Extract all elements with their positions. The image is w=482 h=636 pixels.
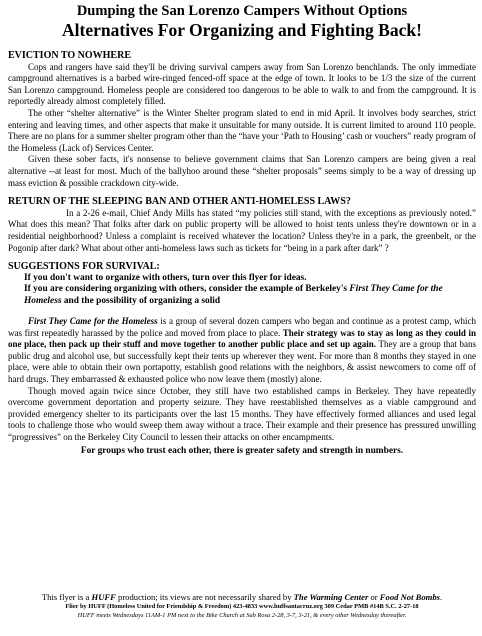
berkeley-paragraph-1-text-b: They are a group that bans public drug and alcohol use, but successfully kept their tents up wherever they went. For more than 8 months they stayed in one place, were able to obtain their own portapotty, establish good relations with the neighbors, & assist newcomers to come off of hard drugs. They embarrassed & exhausted police who now leave them (mostly) alone. bbox=[8, 339, 476, 385]
eviction-paragraph-1: Cops and rangers have said they'll be driving survival campers away from San Lorenzo benchlands. The only immediate campground alternatives is a barbed wire-ringed fenced-off space at the edge of town. It looks to be 1/3 the size of the current San Lorenzo campground. Homeless people are considered too dangerous to be able to walk to and from the campground. It is reportedly already almost completely filled. bbox=[8, 61, 476, 107]
sleeping-ban-heading: RETURN OF THE SLEEPING BAN AND OTHER ANTI-HOMELESS LAWS? bbox=[8, 196, 351, 208]
footer-warming-center: The Warming Center bbox=[293, 592, 369, 602]
footer-line-3: HUFF meets Wednesdays 11AM-1 PM next to the Bike Church at Sub Rosa 2-28, 3-7, 3-21, & every other Wednesday thereafter. bbox=[77, 612, 407, 619]
eviction-section bbox=[8, 50, 476, 189]
sleeping-ban-paragraph: In a 2-26 e-mail, Chief Andy Mills has stated “my policies still stand, with the exceptions as previously noted.” What does this mean? That folks after dark on public property will be allowed to hoist tents unless they're downtown or in a residential neighborhood? Unless a complaint is received whatever the location? Unless they're in a park, the greenbelt, or the Pogonip after dark? What about other anti-homeless laws such as tickets for “being in a park after dark” ? bbox=[8, 207, 476, 253]
footer-period: . bbox=[439, 592, 443, 602]
berkeley-paragraph-2: Though moved again twice since October, they still have two established camps in Berkeley. They have repeatedly overcome government deportation and property seizure. They have reestablished themselves as a viable campground and provided emergency shelter to its participants over the last 15 months. They have effectively formed alliances and used legal tools to challenge those who would sweep them away without a trace. Their example and their presence has pressured unwilling “progressives” on the Berkeley City Council to lessen their attacks on other encampments. bbox=[8, 385, 476, 443]
suggestions-section bbox=[8, 261, 476, 457]
flyer-title: Dumping the San Lorenzo Campers Without Options bbox=[76, 3, 408, 19]
footer-or: or bbox=[368, 592, 380, 602]
berkeley-strategy: Their strategy was to stay as long as they could in one place, then pack up their stuff and move together to another public place and set up again. bbox=[8, 327, 476, 350]
footer-text-a: This flyer is a bbox=[41, 592, 92, 602]
suggestion-1: If you don't want to organize with others, turn over this flyer for ideas. bbox=[24, 272, 307, 283]
flyer-subtitle: Alternatives For Organizing and Fighting Back! bbox=[62, 20, 422, 40]
suggestion-2-group-name: First They Came for the Homeless bbox=[24, 284, 443, 307]
suggestion-2-text-a: If you are considering organizing with others, consider the example of Berkeley's bbox=[24, 284, 350, 295]
eviction-paragraph-3: Given these sober facts, it's nonsense to believe government claims that San Lorenzo campers are being given a real alternative --at least for most. Much of the ballyhoo around these “shelter proposals” seems simply to be a way of dressing up mass eviction & possible crackdown city-wide. bbox=[8, 154, 476, 188]
footer-huff: HUFF bbox=[91, 592, 116, 602]
footer-line-1 bbox=[8, 592, 476, 602]
berkeley-paragraph-1-text-a: is a group of several dozen campers who began and continue as a protest camp, which was first repeatedly harassed by the police and moved from place to place. bbox=[8, 316, 476, 338]
flyer-footer bbox=[8, 592, 476, 620]
suggestion-2-text-b: and the possibility of organizing a solid bbox=[61, 296, 221, 307]
berkeley-paragraph-1 bbox=[8, 316, 476, 386]
suggestions-heading: SUGGESTIONS FOR SURVIVAL: bbox=[8, 261, 160, 273]
sleeping-ban-section bbox=[8, 196, 476, 254]
footer-line-2: Flier by HUFF (Homeless United for Friendship & Freedom) 423-4833 www.huffsantacruz.org 309 Cedar PMB #14B S.C. 2-27-18 bbox=[65, 603, 419, 610]
berkeley-group-name: First They Came for the Homeless bbox=[28, 316, 158, 327]
footer-text-b: production; its views are not necessarily shared by bbox=[115, 592, 294, 602]
suggestion-2 bbox=[8, 284, 476, 308]
eviction-heading: EVICTION TO NOWHERE bbox=[8, 50, 131, 61]
footer-food-not-bombs: Food Not Bombs bbox=[379, 592, 440, 602]
eviction-paragraph-2: The other “shelter alternative” is the Winter Shelter program slated to end in mid April. It involves body searches, strict entering and leaving times, and other aspects that make it unsuitable for many outside. It is current limited to around 110 people. There are no plans for a summer shelter program other than the “have your ‘Path to Housing’ cash or vouchers” ready program of the Homeless (Lack of) Services Center. bbox=[8, 107, 476, 153]
closing-statement: For groups who trust each other, there is greater safety and strength in numbers. bbox=[80, 445, 404, 456]
